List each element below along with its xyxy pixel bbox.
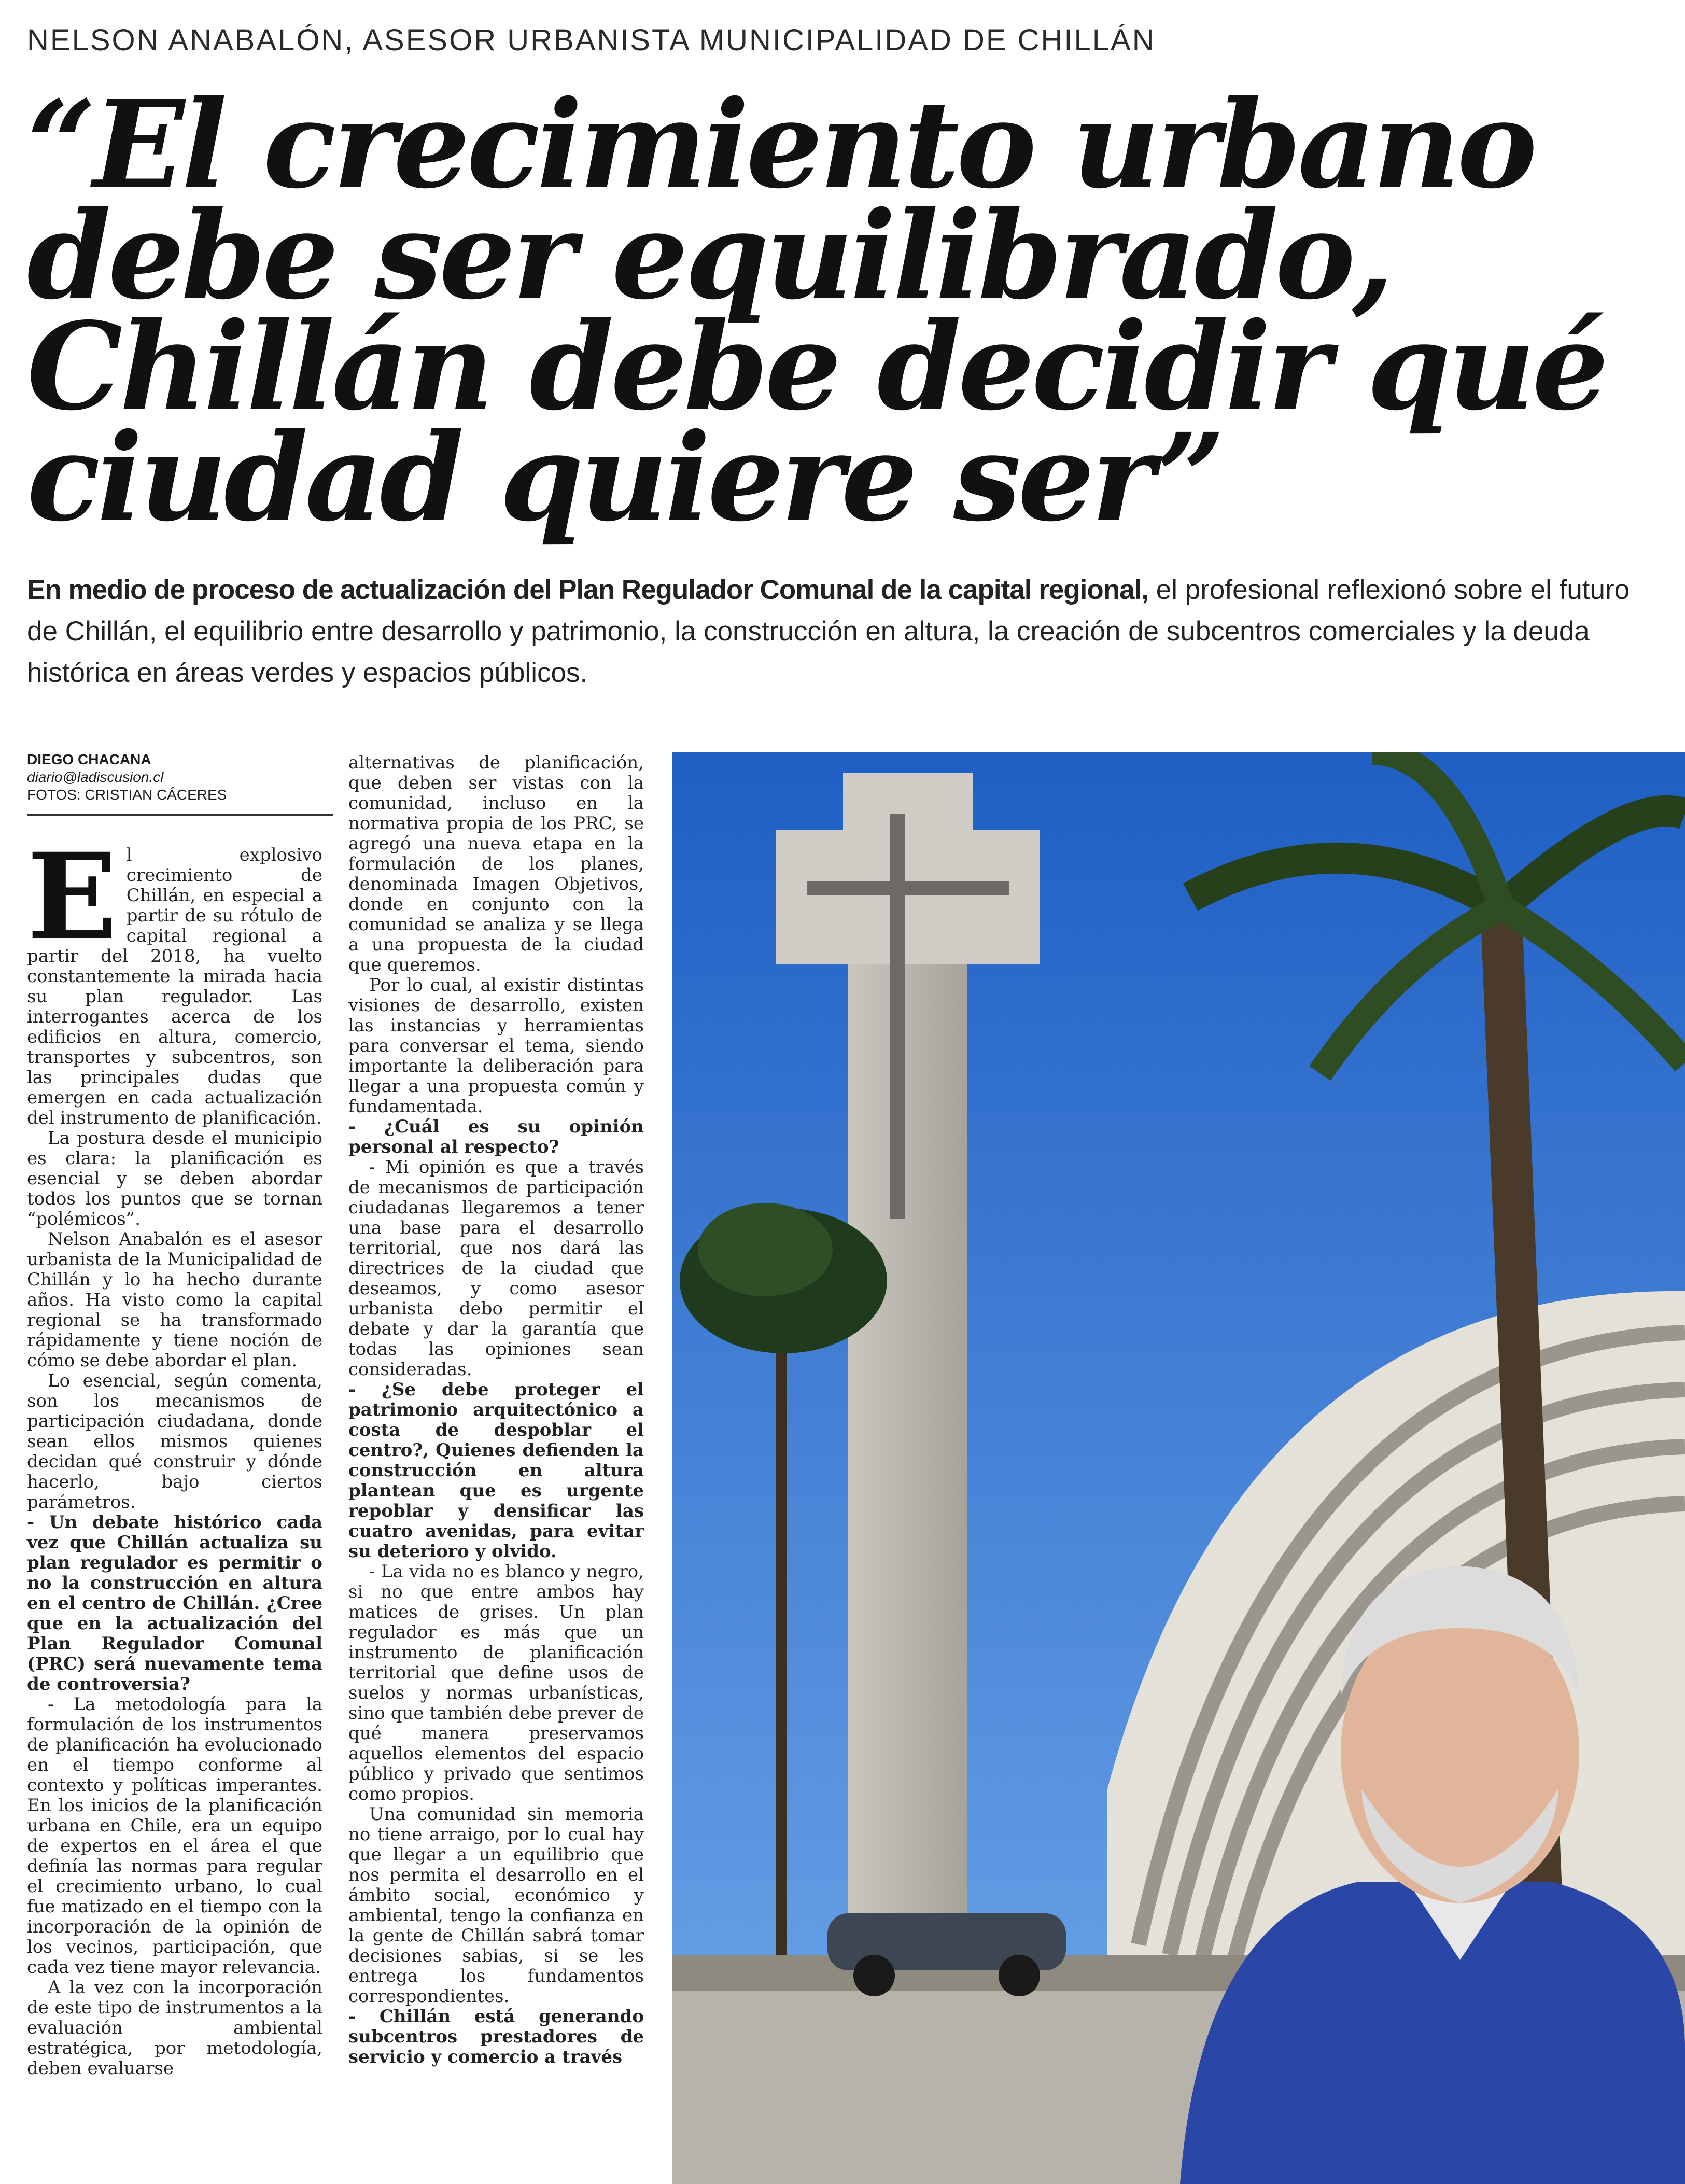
byline-author: DIEGO CHACANA (27, 751, 151, 767)
byline (27, 751, 333, 816)
headline-line: Chillán debe decidir qué (27, 296, 1606, 437)
paragraph: alternativas de planificación, que deben ser vistas con la comunidad, incluso en la normativa propia de los PRC, se agregó una nueva etapa en la formulación de los planes, denominada Imagen Objetivos, donde en conjunto con la comunidad se analiza y se llega a una propuesta de la ciudad que queremos. (348, 752, 644, 975)
question: - ¿Se debe proteger el patrimonio arquitectónico a costa de despoblar el centro?, Quienes defienden la construcción en altura plantean que es urgente repoblar y densificar las cuatro avenidas, para evitar su deterioro y olvido. (348, 1379, 644, 1562)
photo-illustration (672, 752, 1685, 2184)
paragraph-text: l explosivo crecimiento de Chillán, en especial a partir de su rótulo de capital regional a partir del 2018, ha vuelto constantemente la mirada hacia su plan regulador. Las interrogantes acerca de los edificios en altura, comercio, transportes y subcentros, son las principales dudas que emergen en cada actualización del instrumento de planificación. (27, 845, 322, 1128)
question: - ¿Cuál es su opinión personal al respecto? (348, 1116, 644, 1157)
paragraph: Por lo cual, al existir distintas visiones de desarrollo, existen las instancias y herramientas para conversar el tema, siendo importante la deliberación para llegar a una propuesta común y fundamentada. (348, 975, 644, 1117)
article-column-1 (27, 827, 322, 2079)
paragraph: A la vez con la incorporación de este tipo de instrumentos a la evaluación ambiental estratégica, por metodología, deben evaluarse (27, 1977, 322, 2079)
article-column-2 (348, 753, 644, 2067)
headline (27, 74, 1660, 548)
question: - Chillán está generando subcentros prestadores de servicio y comercio a través (348, 2006, 644, 2067)
kicker: NELSON ANABALÓN, ASESOR URBANISTA MUNICIPALIDAD DE CHILLÁN (27, 23, 1156, 57)
headline-line: debe ser equilibrado, (27, 185, 1392, 326)
paragraph: - Mi opinión es que a través de mecanismos de participación ciudadanas llegaremos a tener una base para el desarrollo territorial, que nos dará las directrices de la ciudad que deseamos, y como asesor urbanista debo permitir el debate y dar la garantía que todas las opiniones sean consideradas. (348, 1157, 644, 1380)
headline-line: “El crecimiento urbano (27, 74, 1535, 215)
paragraph: - La metodología para la formulación de los instrumentos de planificación ha evolucionado en el tiempo conforme al contexto y políticas imperantes. En los inicios de la planificación urbana en Chile, era un equipo de expertos en el área el que definía las normas para regular el crecimiento urbano, lo cual fue matizado en el tiempo con la incorporación de la opinión de los vecinos, participación, que cada vez tiene mayor relevancia. (27, 1694, 322, 1978)
paragraph: La postura desde el municipio es clara: la planificación es esencial y se deben abordar todos los puntos que se tornan “polémicos”. (27, 1128, 322, 1229)
deck-bold: En medio de proceso de actualización del Plan Regulador Comunal de la capital regional, (27, 575, 1149, 605)
drop-cap: E (27, 827, 117, 966)
deck-regular: el profesional reflexionó sobre el futuro de Chillán, el equilibrio entre desarrollo y patrimonio, la construcción en altura, la creación de subcentros comerciales y la deuda histórica en áreas verdes y espacios públicos. (27, 575, 1630, 688)
question: - Un debate histórico cada vez que Chillán actualiza su plan regulador es permitir o no la construcción en altura en el centro de Chillán. ¿Cree que en la actualización del Plan Regulador Comunal (PRC) será nuevamente tema de controversia? (27, 1512, 322, 1695)
byline-photo-credit: FOTOS: CRISTIAN CÁCERES (27, 787, 227, 803)
headline-line: ciudad quiere ser” (27, 407, 1223, 548)
byline-email: diario@ladiscusion.cl (27, 769, 164, 785)
deck (27, 569, 1660, 694)
paragraph: Una comunidad sin memoria no tiene arraigo, por lo cual hay que llegar a un equilibrio que nos permita el desarrollo en el ámbito social, económico y ambiental, tengo la confianza en la gente de Chillán sabrá tomar decisiones sabias, si se les entrega los fundamentos correspondientes. (348, 1804, 644, 2007)
cathedral-portrait-photo (672, 752, 1685, 2184)
paragraph: Nelson Anabalón es el asesor urbanista de la Municipalidad de Chillán y lo ha hecho durante años. Ha visto como la capital regional se ha transformado rápidamente y tiene noción de cómo se debe abordar el plan. (27, 1229, 322, 1371)
paragraph: Lo esencial, según comenta, son los mecanismos de participación ciudadana, donde sean ellos mismos quienes decidan qué construir y dónde hacerlo, bajo ciertos parámetros. (27, 1370, 322, 1513)
paragraph (27, 827, 322, 1128)
paragraph: - La vida no es blanco y negro, si no que entre ambos hay matices de grises. Un plan regulador es más que un instrumento de planificación territorial que define usos de suelos y normas urbanísticas, sino que también debe prever de qué manera preservamos aquellos elementos del espacio público y privado que sentimos como propios. (348, 1561, 644, 1804)
